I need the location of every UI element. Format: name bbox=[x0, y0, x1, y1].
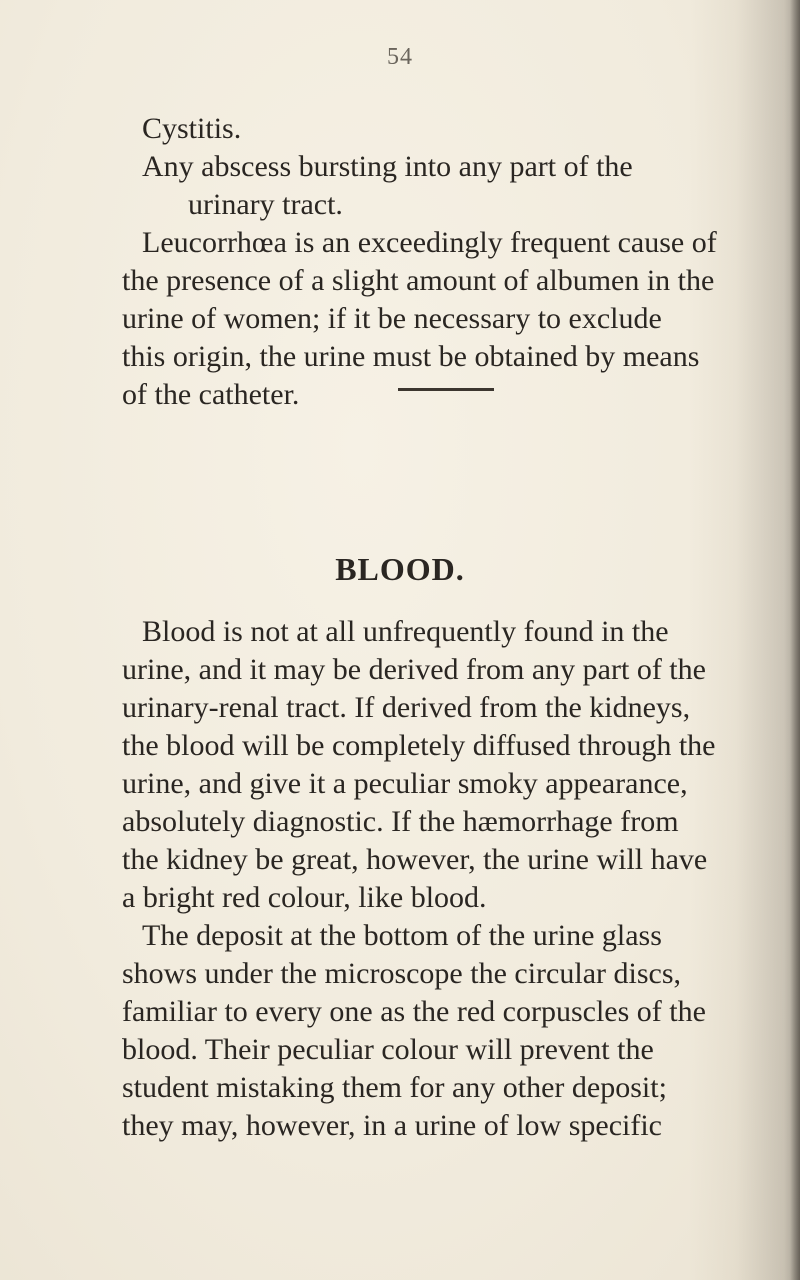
text-line: the presence of a slight amount of albumen in the bbox=[122, 264, 715, 297]
text-line: Leucorrhœa is an exceedingly frequent cause of bbox=[142, 226, 717, 259]
text-line: absolutely diagnostic. If the hæmorrhage from bbox=[122, 805, 679, 838]
text-line: of the catheter. bbox=[122, 378, 300, 411]
text-line: Blood is not at all unfrequently found in the bbox=[142, 615, 669, 648]
text-line: urine of women; if it be necessary to exclude bbox=[122, 302, 662, 335]
text-line: they may, however, in a urine of low specific bbox=[122, 1109, 662, 1142]
text-line: student mistaking them for any other deposit; bbox=[122, 1071, 667, 1104]
previous-section-text bbox=[122, 110, 782, 414]
text-line: The deposit at the bottom of the urine glass bbox=[142, 919, 662, 952]
text-line: urinary-renal tract. If derived from the kidneys, bbox=[122, 691, 691, 724]
section-title: BLOOD. bbox=[335, 551, 465, 587]
section-body-text bbox=[122, 613, 800, 1145]
text-line: urine, and give it a peculiar smoky appearance, bbox=[122, 767, 688, 800]
text-line: familiar to every one as the red corpuscles of the bbox=[122, 995, 706, 1028]
text-line: blood. Their peculiar colour will prevent the bbox=[122, 1033, 654, 1066]
text-line: urinary tract. bbox=[188, 188, 343, 221]
page-number: 54 bbox=[387, 44, 413, 70]
section-divider-rule bbox=[398, 388, 494, 391]
text-line: shows under the microscope the circular discs, bbox=[122, 957, 681, 990]
text-line: the kidney be great, however, the urine will have bbox=[122, 843, 708, 876]
text-line: Cystitis. bbox=[142, 112, 242, 145]
text-line: Any abscess bursting into any part of the bbox=[142, 150, 633, 183]
text-line: a bright red colour, like blood. bbox=[122, 881, 487, 914]
text-line: the blood will be completely diffused through the bbox=[122, 729, 716, 762]
text-line: this origin, the urine must be obtained by means bbox=[122, 340, 700, 373]
text-line: urine, and it may be derived from any part of the bbox=[122, 653, 706, 686]
